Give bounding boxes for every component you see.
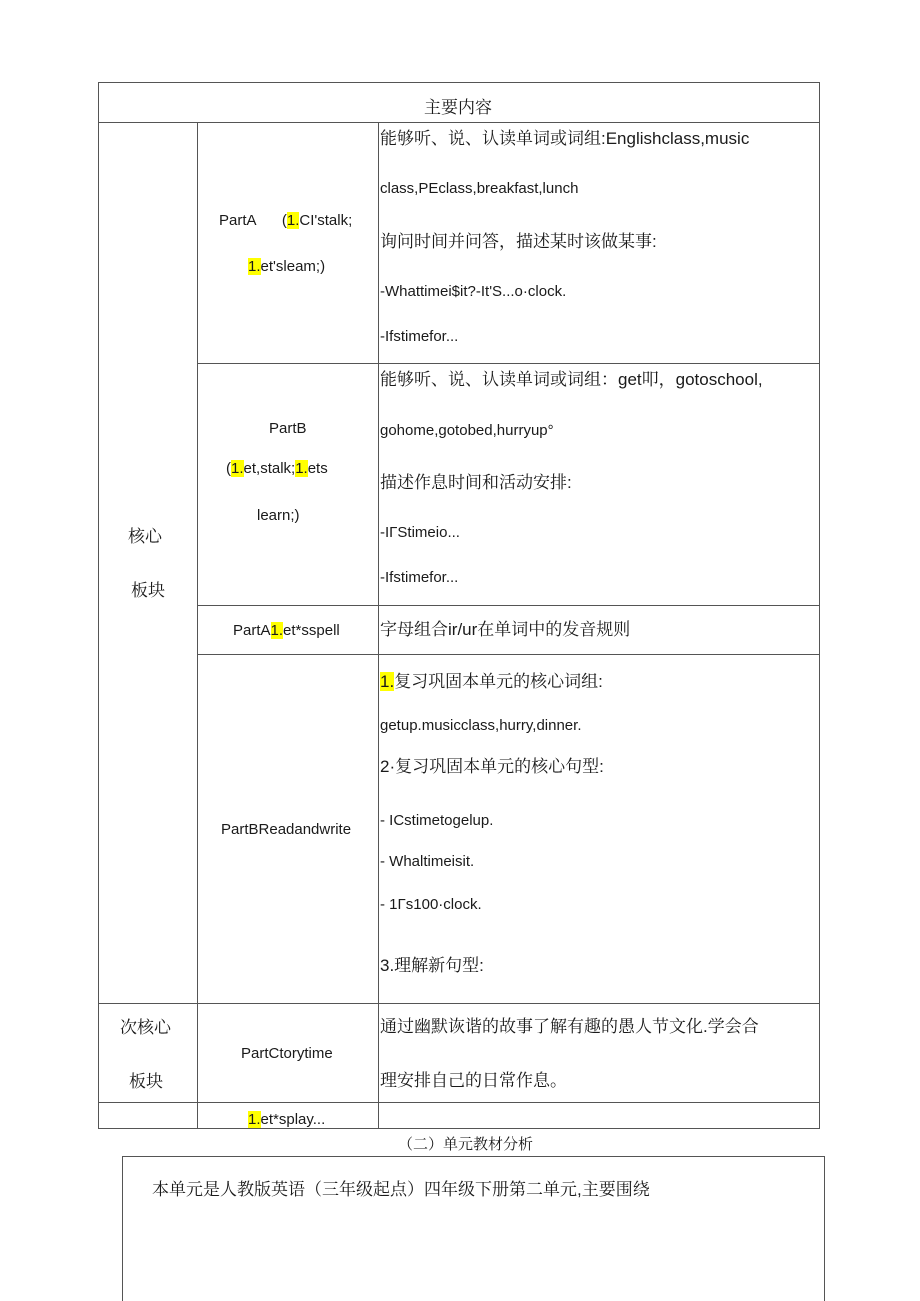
content-line: 能够听、说、认读单词或词组：get叩，gotoschool,	[380, 370, 763, 389]
row-divider	[98, 1102, 820, 1103]
part-a-label-line2: 1.et'sleam;)	[248, 258, 326, 275]
part-b-label: PartB	[269, 420, 307, 437]
part-b-read-label: PartBReadandwrite	[221, 821, 352, 838]
core-label-line1: 核心	[128, 527, 162, 546]
content-line: - Whaltimeisit.	[380, 853, 475, 870]
content-line: 通过幽默诙谐的故事了解有趣的愚人节文化.学会合	[380, 1017, 759, 1036]
row-divider	[197, 605, 820, 606]
part-lets-play-label: 1.et*splay...	[248, 1111, 326, 1128]
content-line: -Whattimei$it?-It'S...o·clock.	[380, 283, 567, 300]
list-number-highlight: 1.	[295, 460, 308, 477]
list-number-highlight: 1.	[270, 622, 284, 639]
column-divider	[378, 122, 379, 1129]
content-line: class,PEclass,breakfast,lunch	[380, 180, 579, 197]
content-line: 1.复习巩固本单元的核心词组:	[380, 672, 603, 691]
part-b-label-line2: (1.et,stalk;1.ets	[226, 460, 328, 477]
column-divider	[197, 122, 198, 1129]
content-line: 3.理解新句型:	[380, 956, 484, 975]
content-line: gohome,gotobed,hurryup°	[380, 422, 554, 439]
row-divider	[197, 363, 820, 364]
list-number-highlight: 1.	[248, 258, 261, 275]
part-b-label-line3: learn;)	[257, 507, 300, 524]
content-line: 字母组合ir/ur在单词中的发音规则	[380, 620, 631, 639]
header-divider	[98, 122, 820, 123]
content-line: 2·复习巩固本单元的核心句型:	[380, 757, 604, 776]
content-line: getup.musicclass,hurry,dinner.	[380, 717, 582, 734]
part-c-story-label: PartCtorytime	[241, 1045, 333, 1062]
row-divider	[98, 1003, 820, 1004]
subcore-label-line2: 板块	[129, 1072, 163, 1091]
analysis-box	[122, 1156, 825, 1301]
content-line: 描述作息时间和活动安排:	[380, 473, 572, 492]
list-number-highlight: 1.	[286, 212, 300, 229]
list-number-highlight: 1.	[248, 1111, 261, 1128]
list-number-highlight: 1.	[231, 460, 244, 477]
core-label-line2: 板块	[131, 581, 165, 600]
part-a-label: PartA (1.CI'stalk;	[219, 212, 353, 229]
content-line: -Ifstimefor...	[380, 328, 459, 345]
section-title: （二）单元教材分析	[398, 1136, 534, 1153]
content-line: - ICstimetogelup.	[380, 812, 494, 829]
part-a-spell-label: PartA1.et*sspell	[233, 622, 340, 639]
list-number-highlight: 1.	[380, 672, 395, 691]
content-line: -IΓStimeio...	[380, 524, 460, 541]
table-header: 主要内容	[424, 98, 492, 117]
content-line: 理安排自己的日常作息。	[380, 1071, 567, 1090]
content-line: 询问时间并问答，描述某时该做某事:	[380, 232, 657, 251]
analysis-text: 本单元是人教版英语（三年级起点）四年级下册第二单元,主要围绕	[152, 1180, 650, 1199]
content-line: - 1Γs100·clock.	[380, 896, 482, 913]
content-line: 能够听、说、认读单词或词组:Englishclass,music	[380, 129, 750, 148]
row-divider	[197, 654, 820, 655]
content-line: -Ifstimefor...	[380, 569, 459, 586]
subcore-label-line1: 次核心	[120, 1018, 171, 1037]
